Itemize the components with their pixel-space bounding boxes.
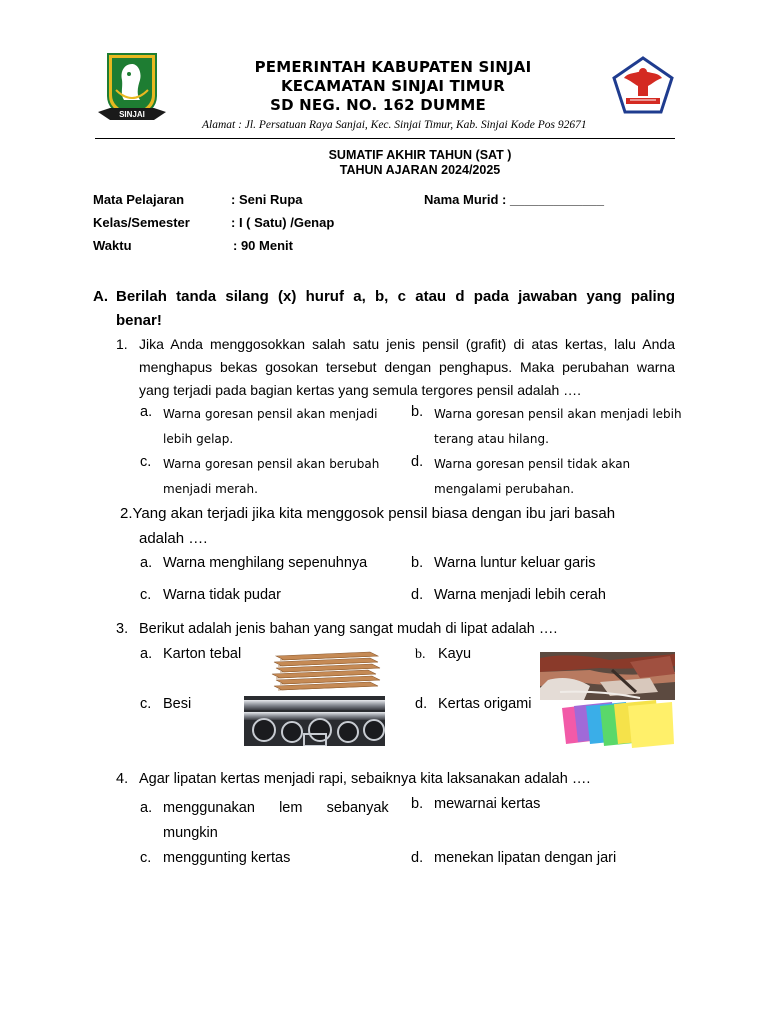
option-b[interactable] [415,646,472,663]
option-letter: c. [140,850,152,866]
option-text: Warna goresan pensil tidak akan [434,457,631,471]
option-d[interactable] [411,587,606,603]
option-letter: a. [140,555,153,571]
option-text: Warna goresan pensil akan menjadi [163,407,378,421]
option-c[interactable] [140,696,192,712]
instruction-line-2: benar! [116,312,162,329]
option-b[interactable] [434,402,682,452]
option-text: Warna goresan pensil akan berubah [163,457,380,471]
question-1 [116,333,675,402]
option-text: Warna luntur keluar garis [434,555,596,571]
question-number: 1. [116,336,128,352]
option-letter[interactable]: b. [411,404,424,420]
logo-banner-text: SINJAI [119,110,145,119]
question-4-text: Agar lipatan kertas menjadi rapi, sebaiknya kita laksanakan adalah …. [139,771,591,787]
question-2-line-2: adalah …. [139,530,208,547]
steel-pipes-image [244,696,385,746]
option-text: mungkin [163,825,218,841]
option-text: menjadi merah. [163,482,258,496]
question-2 [120,501,615,551]
option-text: lebih gelap. [163,432,234,446]
option-a[interactable] [140,555,368,571]
district-name: KECAMATAN SINJAI TIMUR [280,77,506,95]
option-d[interactable] [434,452,630,502]
option-text: Warna goresan pensil akan menjadi lebih [434,407,682,421]
option-letter: b. [415,647,426,662]
option-letter: a. [140,800,153,816]
option-text: Warna menjadi lebih cerah [434,587,606,603]
question-number: 4. [116,771,129,787]
option-d[interactable] [411,850,617,866]
option-a[interactable] [140,646,242,662]
option-text: Kayu [438,646,472,662]
government-name: PEMERINTAH KABUPATEN SINJAI [254,58,532,76]
section-instruction [93,285,675,333]
instruction-line-1: Berilah tanda silang (x) huruf a, b, c atau d pada jawaban yang paling [116,288,675,305]
student-name-field[interactable]: Nama Murid : _____________ [424,192,604,207]
option-letter: d. [415,696,428,712]
question-1-line-2: menghapus bekas gosokan tersebut dengan penghapus. Maka perubahan warna [139,359,675,375]
option-letter[interactable]: d. [411,454,424,470]
time-label: Waktu [93,238,132,253]
school-address: Alamat : Jl. Persatuan Raya Sanjai, Kec. Sinjai Timur, Kab. Sinjai Kode Pos 92671 [202,119,587,131]
option-letter: b. [411,796,424,812]
option-c[interactable] [140,587,281,603]
option-text: mengalami perubahan. [434,482,575,496]
wood-image [540,652,675,700]
option-d[interactable] [415,696,532,712]
option-text: terang atau hilang. [434,432,549,446]
section-letter: A. [93,288,108,305]
school-name: SD NEG. NO. 162 DUMME [270,96,486,114]
question-1-line-1: Jika Anda menggosokkan salah satu jenis pensil (grafit) di atas kertas, lalu Anda [139,336,675,352]
option-c[interactable] [140,850,291,866]
question-number: 3. [116,621,129,637]
class-label: Kelas/Semester [93,215,190,230]
option-c[interactable] [163,452,379,502]
option-a[interactable] [163,402,378,452]
option-letter[interactable]: c. [140,454,152,470]
time-value: : 90 Menit [233,238,293,253]
option-text: Kertas origami [438,696,532,712]
option-letter: a. [140,646,153,662]
exam-title-block [0,148,768,178]
option-b[interactable] [411,555,596,571]
question-1-line-3: yang terjadi pada bagian kertas yang semula tergores pensil adalah …. [139,382,582,398]
option-text: menggunakan lem sebanyak [163,800,389,816]
option-a[interactable] [140,796,398,846]
option-b[interactable] [411,796,541,812]
cardboard-image [270,650,382,692]
option-text: mewarnai kertas [434,796,541,812]
option-text: Besi [163,696,192,712]
origami-paper-image [556,700,675,748]
option-letter: c. [140,696,152,712]
option-text: Warna tidak pudar [163,587,281,603]
question-4 [116,771,591,787]
option-text: Warna menghilang sepenuhnya [163,555,368,571]
question-3-text: Berikut adalah jenis bahan yang sangat mudah di lipat adalah …. [139,621,558,637]
option-letter: b. [411,555,424,571]
letterhead [0,58,768,115]
question-3 [116,621,558,637]
option-text: Karton tebal [163,646,242,662]
subject-label: Mata Pelajaran [93,192,185,207]
option-letter[interactable]: a. [140,404,153,420]
option-letter: d. [411,587,424,603]
class-value: : I ( Satu) /Genap [231,215,335,230]
subject-value: : Seni Rupa [231,192,303,207]
option-letter: c. [140,587,152,603]
academic-year: TAHUN AJARAN 2024/2025 [339,163,501,177]
question-2-line-1: 2.Yang akan terjadi jika kita menggosok pensil biasa dengan ibu jari basah [120,505,616,522]
option-text: menekan lipatan dengan jari [434,850,617,866]
option-letter: d. [411,850,424,866]
option-text: menggunting kertas [163,850,291,866]
exam-title: SUMATIF AKHIR TAHUN (SAT ) [328,148,512,162]
header-divider [95,138,675,139]
